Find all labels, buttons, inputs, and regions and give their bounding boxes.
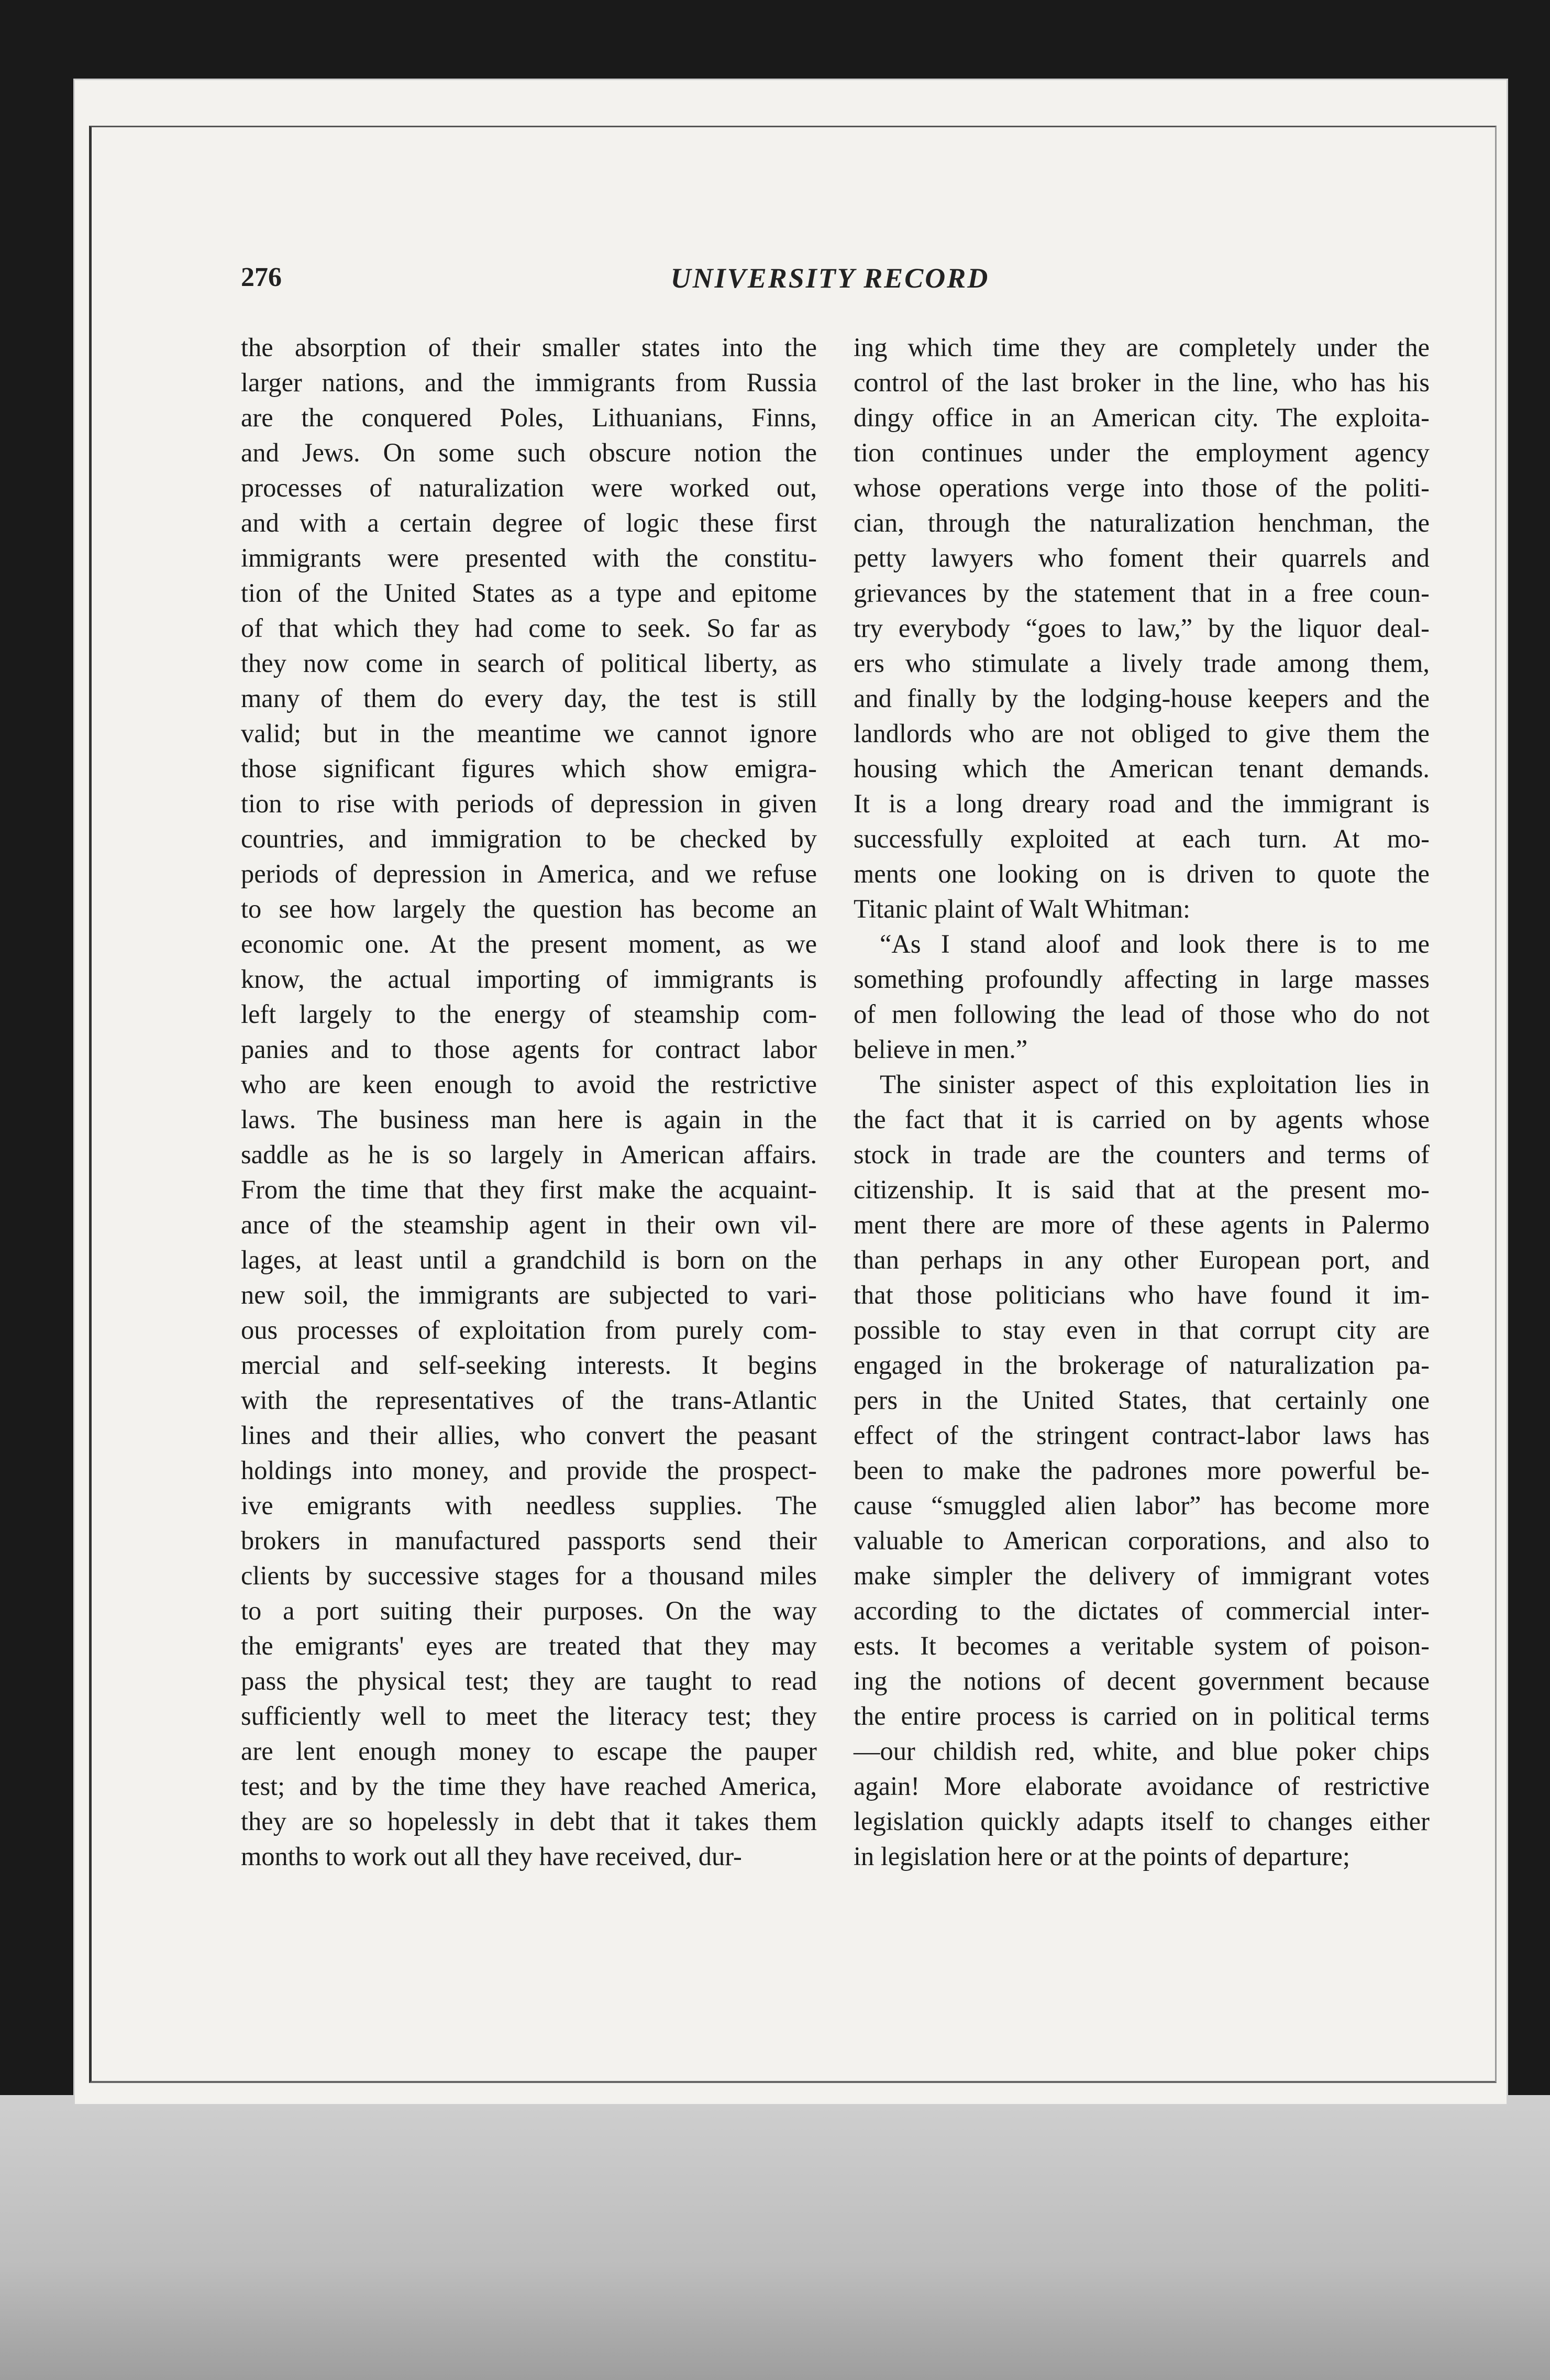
text-line: “As I stand aloof and look there is to me [880, 929, 1430, 958]
text-line: test; and by the time they have reached America, [241, 1771, 817, 1801]
text-line: stock in trade are the counters and terms of [854, 1140, 1430, 1169]
text-line: again! More elaborate avoidance of restrictive [854, 1771, 1430, 1801]
text-line: effect of the stringent contract-labor laws has [854, 1420, 1430, 1450]
text-line: ments one looking on is driven to quote the [854, 859, 1430, 888]
text-line: ing which time they are completely under the [854, 333, 1430, 362]
text-line: panies and to those agents for contract labor [241, 1034, 817, 1064]
text-line: mercial and self-seeking interests. It begins [241, 1350, 817, 1380]
text-line: citizenship. It is said that at the present mo- [854, 1175, 1430, 1204]
text-line: are the conquered Poles, Lithuanians, Finns, [241, 403, 817, 432]
text-line: and with a certain degree of logic these first [241, 508, 817, 537]
text-line: processes of naturalization were worked out, [241, 473, 817, 502]
text-line: From the time that they first make the acquaint- [241, 1175, 817, 1204]
text-line: who are keen enough to avoid the restrictive [241, 1070, 817, 1099]
text-line: than perhaps in any other European port, and [854, 1245, 1430, 1274]
text-line: to a port suiting their purposes. On the way [241, 1596, 817, 1625]
text-line: cian, through the naturalization henchman, the [854, 508, 1430, 537]
text-line: valid; but in the meantime we cannot ignore [241, 719, 817, 748]
text-line: tion to rise with periods of depression in given [241, 789, 817, 818]
text-line: new soil, the immigrants are subjected to vari- [241, 1280, 817, 1309]
page-header [241, 262, 1419, 309]
text-line: ests. It becomes a veritable system of poison- [854, 1631, 1430, 1660]
text-line: ment there are more of these agents in Palermo [854, 1210, 1430, 1239]
text-line: been to make the padrones more powerful be- [854, 1456, 1430, 1485]
text-line: —our childish red, white, and blue poker chips [854, 1736, 1430, 1766]
text-line: clients by successive stages for a thousand miles [241, 1561, 817, 1590]
text-line: lages, at least until a grandchild is born on the [241, 1245, 817, 1274]
text-line: those significant figures which show emigra- [241, 754, 817, 783]
text-line: control of the last broker in the line, who has his [854, 368, 1430, 397]
text-line: tion of the United States as a type and epitome [241, 578, 817, 608]
text-line: pass the physical test; they are taught to read [241, 1666, 817, 1695]
text-line: larger nations, and the immigrants from Russia [241, 368, 817, 397]
text-line: many of them do every day, the test is still [241, 684, 817, 713]
text-line: with the representatives of the trans-Atlantic [241, 1385, 817, 1415]
text-line: lines and their allies, who convert the peasant [241, 1420, 817, 1450]
text-line: possible to stay even in that corrupt city are [854, 1315, 1430, 1345]
left-column [241, 330, 817, 1874]
text-line: valuable to American corporations, and also to [854, 1526, 1430, 1555]
text-line: housing which the American tenant demands. [854, 754, 1430, 783]
text-line: try everybody “goes to law,” by the liquor deal- [854, 613, 1430, 643]
text-line: holdings into money, and provide the prospect- [241, 1456, 817, 1485]
text-line: ous processes of exploitation from purely com- [241, 1315, 817, 1345]
text-line: cause “smuggled alien labor” has become more [854, 1491, 1430, 1520]
text-line: believe in men.” [854, 1034, 1028, 1064]
text-line: of that which they had come to seek. So far as [241, 613, 817, 643]
text-line: whose operations verge into those of the politi- [854, 473, 1430, 502]
text-line: economic one. At the present moment, as we [241, 929, 817, 958]
text-line: and Jews. On some such obscure notion the [241, 438, 817, 467]
text-line: ing the notions of decent government because [854, 1666, 1430, 1695]
text-line: the fact that it is carried on by agents whose [854, 1105, 1430, 1134]
text-line: dingy office in an American city. The exploita- [854, 403, 1430, 432]
text-line: tion continues under the employment agency [854, 438, 1430, 467]
text-line: It is a long dreary road and the immigrant is [854, 789, 1430, 818]
text-line: ive emigrants with needless supplies. The [241, 1491, 817, 1520]
text-line: ers who stimulate a lively trade among them, [854, 648, 1430, 678]
text-line: months to work out all they have received, dur- [241, 1842, 742, 1871]
text-line: The sinister aspect of this exploitation lies in [880, 1070, 1430, 1099]
text-line: sufficiently well to meet the literacy test; they [241, 1701, 817, 1731]
text-line: the emigrants' eyes are treated that they may [241, 1631, 817, 1660]
text-line: know, the actual importing of immigrants is [241, 964, 817, 994]
text-line: legislation quickly adapts itself to changes either [854, 1806, 1430, 1836]
text-line: the entire process is carried on in political terms [854, 1701, 1430, 1731]
text-line: laws. The business man here is again in the [241, 1105, 817, 1134]
text-line: countries, and immigration to be checked by [241, 824, 817, 853]
right-column [854, 330, 1430, 1874]
text-line: in legislation here or at the points of departure; [854, 1842, 1350, 1871]
scan-smudge [0, 2095, 1550, 2380]
text-line: brokers in manufactured passports send their [241, 1526, 817, 1555]
text-line: engaged in the brokerage of naturalization pa- [854, 1350, 1430, 1380]
text-line: are lent enough money to escape the pauper [241, 1736, 817, 1766]
text-line: pers in the United States, that certainly one [854, 1385, 1430, 1415]
text-line: petty lawyers who foment their quarrels and [854, 543, 1430, 572]
text-line: left largely to the energy of steamship com- [241, 999, 817, 1029]
text-line: Titanic plaint of Walt Whitman: [854, 894, 1191, 923]
text-line: ance of the steamship agent in their own vil- [241, 1210, 817, 1239]
text-line: grievances by the statement that in a free coun- [854, 578, 1430, 608]
text-line: the absorption of their smaller states into the [241, 333, 817, 362]
text-line: landlords who are not obliged to give them the [854, 719, 1430, 748]
text-line: they are so hopelessly in debt that it takes them [241, 1806, 817, 1836]
text-line: they now come in search of political liberty, as [241, 648, 817, 678]
text-line: saddle as he is so largely in American affairs. [241, 1140, 817, 1169]
text-line: successfully exploited at each turn. At mo- [854, 824, 1430, 853]
page-number: 276 [241, 262, 282, 292]
running-head: UNIVERSITY RECORD [670, 262, 990, 294]
text-line: to see how largely the question has become an [241, 894, 817, 923]
text-line: periods of depression in America, and we refuse [241, 859, 817, 888]
text-line: and finally by the lodging-house keepers and the [854, 684, 1430, 713]
text-line: of men following the lead of those who do not [854, 999, 1430, 1029]
text-line: that those politicians who have found it im- [854, 1280, 1430, 1309]
text-line: make simpler the delivery of immigrant votes [854, 1561, 1430, 1590]
text-line: something profoundly affecting in large masses [854, 964, 1430, 994]
text-line: according to the dictates of commercial inter- [854, 1596, 1430, 1625]
text-line: immigrants were presented with the constitu- [241, 543, 817, 572]
